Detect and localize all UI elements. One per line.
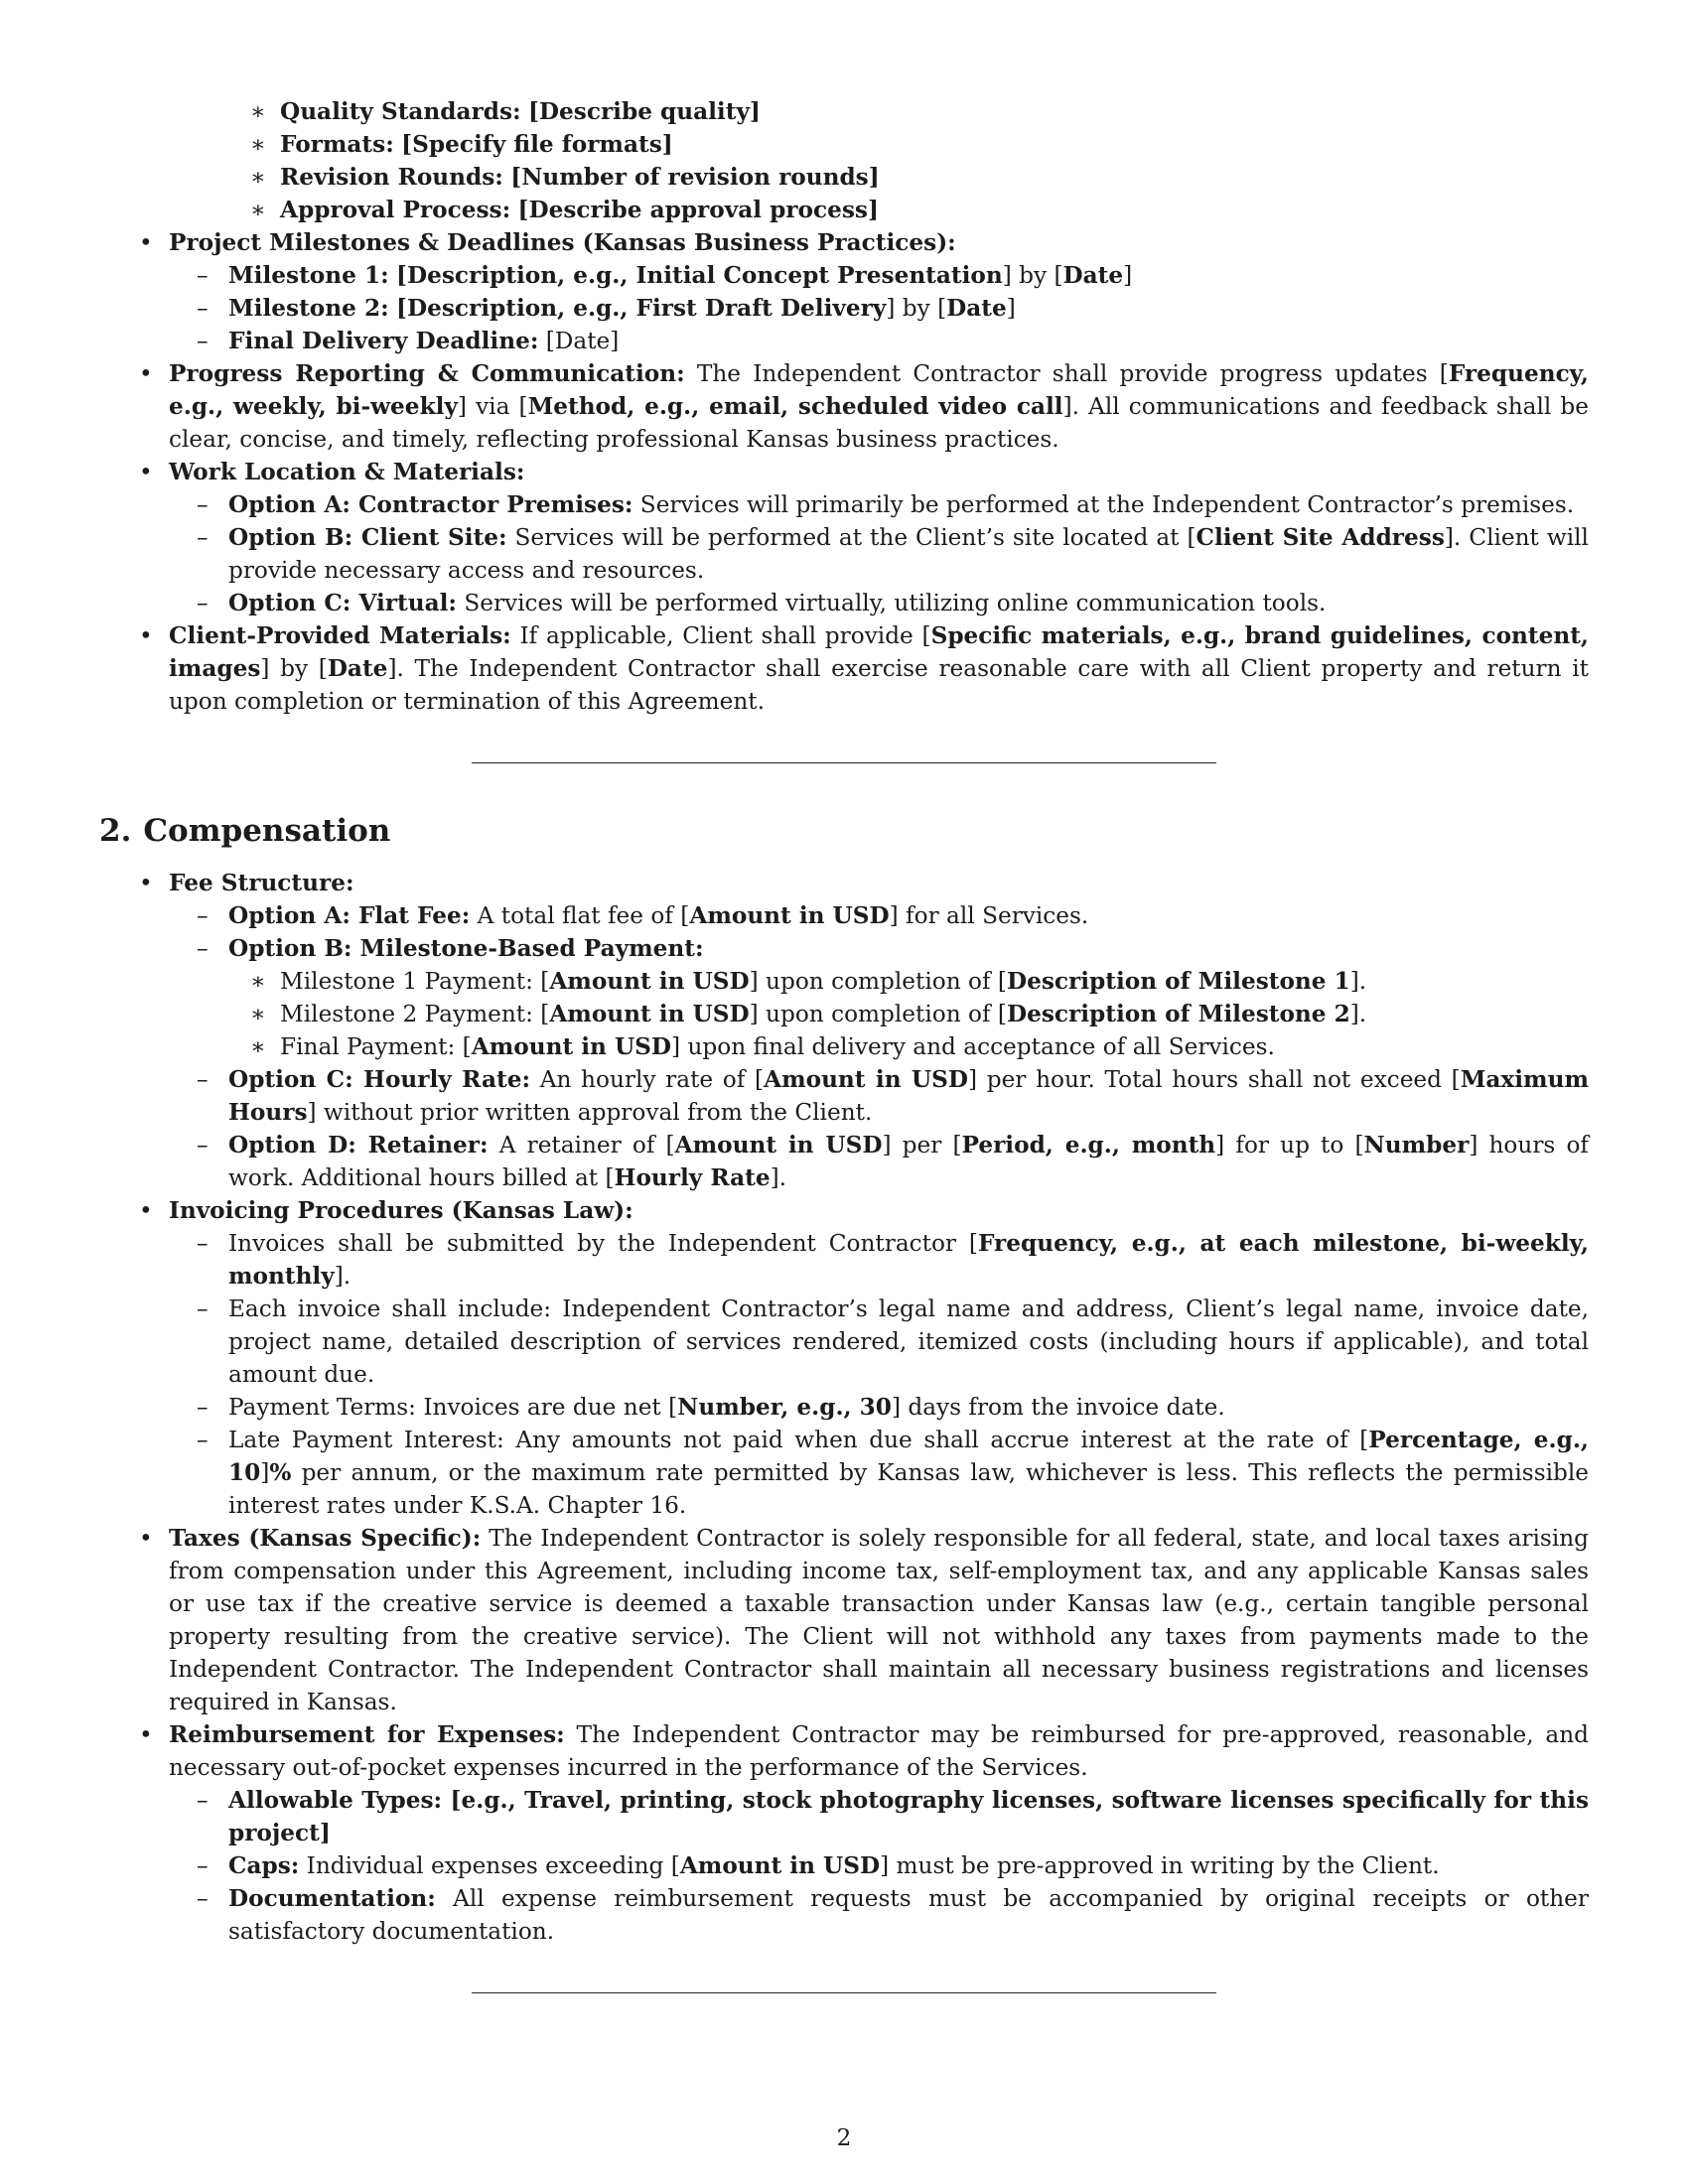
list-item: – Milestone 2: [Description, e.g., First Draft Delivery] by [Date] [99, 292, 1589, 325]
list-item: – Milestone 1: [Description, e.g., Initial Concept Presentation] by [Date] [99, 259, 1589, 292]
dash-bullet-icon: – [197, 1427, 209, 1453]
list-item: – Allowable Types: [e.g., Travel, printing, stock photography licenses, software licenses specifically for this project] [99, 1784, 1589, 1849]
bullet-icon: • [139, 870, 153, 896]
list-item: – Option D: Retainer: A retainer of [Amount in USD] per [Period, e.g., month] for up to [Number] hours of work. Additional hours billed at [Hourly Rate]. [99, 1129, 1589, 1194]
list-item: • Fee Structure: [99, 867, 1589, 899]
list-item: ∗ Quality Standards: [Describe quality] [99, 95, 1589, 128]
asterisk-bullet-icon: ∗ [250, 1001, 266, 1027]
dash-bullet-icon: – [197, 1230, 209, 1257]
asterisk-bullet-icon: ∗ [250, 131, 266, 158]
list-item: – Option B: Client Site: Services will be performed at the Client’s site located at [Client Site Address]. Client will provide necessary access and resources. [99, 521, 1589, 587]
list-item: – Option A: Contractor Premises: Services will primarily be performed at the Independent Contractor’s premises. [99, 488, 1589, 521]
dash-bullet-icon: – [197, 328, 209, 354]
asterisk-bullet-icon: ∗ [250, 1033, 266, 1060]
list-item: – Final Delivery Deadline: [Date] [99, 325, 1589, 357]
section-heading: 2. Compensation [99, 813, 391, 849]
bullet-icon: • [139, 459, 153, 485]
bullet-icon: • [139, 1525, 153, 1552]
dash-bullet-icon: – [197, 1852, 209, 1879]
list-item: • Taxes (Kansas Specific): The Independent Contractor is solely responsible for all federal, state, and local taxes arising from compensation under this Agreement, including income tax, self-employment tax, and any applicable Kansas sales or use tax if the creative service is deemed a taxable transaction under Kansas law (e.g., certain tangible personal property resulting from the creative service). The Client will not withhold any taxes from payments made to the Independent Contractor. The Independent Contractor shall maintain all necessary business registrations and licenses required in Kansas. [99, 1522, 1589, 1718]
list-item: • Progress Reporting & Communication: The Independent Contractor shall provide progress updates [Frequency, e.g., weekly, bi-weekly] via [Method, e.g., email, scheduled video call]. All communications and feedback shall be clear, concise, and timely, reflecting professional Kansas business practices. [99, 357, 1589, 456]
asterisk-bullet-icon: ∗ [250, 164, 266, 191]
list-item: ∗ Final Payment: [Amount in USD] upon final delivery and acceptance of all Services. [99, 1030, 1589, 1063]
asterisk-bullet-icon: ∗ [250, 968, 266, 995]
bullet-icon: • [139, 360, 153, 387]
document-page [99, 95, 1589, 1993]
dash-bullet-icon: – [197, 262, 209, 289]
section-divider [472, 1992, 1216, 1993]
list-item: ∗ Revision Rounds: [Number of revision rounds] [99, 161, 1589, 194]
list-item: – Documentation: All expense reimbursement requests must be accompanied by original receipts or other satisfactory documentation. [99, 1882, 1589, 1948]
list-item: ∗ Milestone 2 Payment: [Amount in USD] upon completion of [Description of Milestone 2]. [99, 998, 1589, 1030]
bullet-icon: • [139, 622, 153, 649]
list-item: ∗ Milestone 1 Payment: [Amount in USD] upon completion of [Description of Milestone 1]. [99, 965, 1589, 998]
dash-bullet-icon: – [197, 1787, 209, 1814]
list-item: – Caps: Individual expenses exceeding [Amount in USD] must be pre-approved in writing by the Client. [99, 1849, 1589, 1882]
list-item: • Project Milestones & Deadlines (Kansas Business Practices): [99, 226, 1589, 259]
dash-bullet-icon: – [197, 590, 209, 616]
dash-bullet-icon: – [197, 1296, 209, 1322]
list-item: – Payment Terms: Invoices are due net [Number, e.g., 30] days from the invoice date. [99, 1391, 1589, 1424]
bullet-icon: • [139, 1197, 153, 1224]
list-item: – Late Payment Interest: Any amounts not paid when due shall accrue interest at the rate of [Percentage, e.g., 10]% per annum, or the maximum rate permitted by Kansas law, whichever is less. This reflects the permissible interest rates under K.S.A. Chapter 16. [99, 1424, 1589, 1522]
dash-bullet-icon: – [197, 1394, 209, 1421]
list-item: – Invoices shall be submitted by the Independent Contractor [Frequency, e.g., at each milestone, bi-weekly, monthly]. [99, 1227, 1589, 1293]
list-item: – Each invoice shall include: Independent Contractor’s legal name and address, Client’s legal name, invoice date, project name, detailed description of services rendered, itemized costs (including hours if applicable), and total amount due. [99, 1293, 1589, 1391]
list-item: – Option C: Hourly Rate: An hourly rate of [Amount in USD] per hour. Total hours shall not exceed [Maximum Hours] without prior written approval from the Client. [99, 1063, 1589, 1129]
dash-bullet-icon: – [197, 1132, 209, 1159]
list-item: • Invoicing Procedures (Kansas Law): [99, 1194, 1589, 1227]
list-item: – Option C: Virtual: Services will be performed virtually, utilizing online communication tools. [99, 587, 1589, 619]
list-item: ∗ Formats: [Specify file formats] [99, 128, 1589, 161]
dash-bullet-icon: – [197, 1066, 209, 1093]
dash-bullet-icon: – [197, 524, 209, 551]
dash-bullet-icon: – [197, 295, 209, 322]
bullet-icon: • [139, 229, 153, 256]
dash-bullet-icon: – [197, 902, 209, 929]
section-divider [472, 762, 1216, 763]
list-item: ∗ Approval Process: [Describe approval process] [99, 194, 1589, 226]
page-number: 2 [836, 2124, 852, 2151]
dash-bullet-icon: – [197, 935, 209, 962]
asterisk-bullet-icon: ∗ [250, 98, 266, 125]
list-item: – Option A: Flat Fee: A total flat fee of [Amount in USD] for all Services. [99, 899, 1589, 932]
list-item: • Work Location & Materials: [99, 456, 1589, 488]
asterisk-bullet-icon: ∗ [250, 197, 266, 223]
dash-bullet-icon: – [197, 491, 209, 518]
dash-bullet-icon: – [197, 1885, 209, 1912]
list-item: – Option B: Milestone-Based Payment: [99, 932, 1589, 965]
list-item: • Reimbursement for Expenses: The Independent Contractor may be reimbursed for pre-approved, reasonable, and necessary out-of-pocket expenses incurred in the performance of the Services. [99, 1718, 1589, 1784]
list-item: • Client-Provided Materials: If applicable, Client shall provide [Specific materials, e.g., brand guidelines, content, images] by [Date]. The Independent Contractor shall exercise reasonable care with all Client property and return it upon completion or termination of this Agreement. [99, 619, 1589, 718]
bullet-icon: • [139, 1721, 153, 1748]
